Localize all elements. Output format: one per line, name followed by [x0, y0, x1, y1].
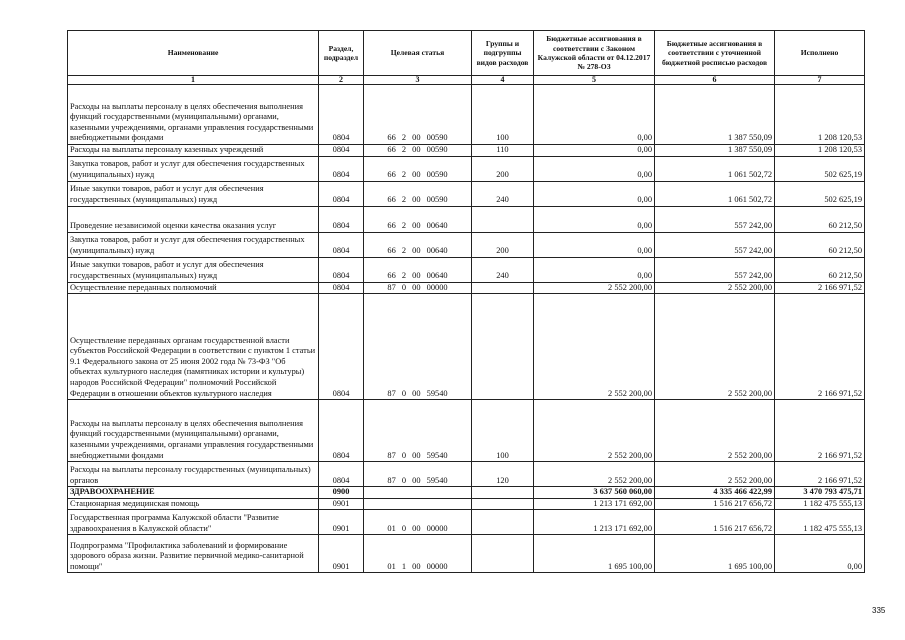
row-section: 0804 — [319, 232, 364, 257]
row-target: 66 2 00 00590 — [364, 145, 472, 157]
row-updated-amount: 557 242,00 — [655, 232, 775, 257]
row-executed-amount: 0,00 — [775, 535, 865, 573]
row-name: Государственная программа Калужской области "Развитие здравоохранения в Калужской области" — [68, 510, 319, 535]
table-row — [68, 400, 865, 462]
row-target: 66 2 00 00640 — [364, 232, 472, 257]
row-group: 200 — [472, 232, 534, 257]
row-executed-amount: 2 166 971,52 — [775, 282, 865, 294]
row-section: 0900 — [319, 487, 364, 499]
row-law-amount: 0,00 — [534, 206, 655, 232]
row-section: 0804 — [319, 400, 364, 462]
row-name: Расходы на выплаты персоналу казенных учреждений — [68, 145, 319, 157]
row-group — [472, 510, 534, 535]
table-row — [68, 145, 865, 157]
row-target: 01 1 00 00000 — [364, 535, 472, 573]
table-row — [68, 498, 865, 510]
row-law-amount: 0,00 — [534, 232, 655, 257]
table-row — [68, 85, 865, 145]
row-target: 66 2 00 00640 — [364, 206, 472, 232]
row-section: 0804 — [319, 85, 364, 145]
table-header-row — [68, 31, 865, 76]
table-row — [68, 232, 865, 257]
column-number: 6 — [655, 76, 775, 85]
row-executed-amount: 1 182 475 555,13 — [775, 498, 865, 510]
row-law-amount: 0,00 — [534, 145, 655, 157]
row-group — [472, 294, 534, 400]
row-executed-amount: 60 212,50 — [775, 232, 865, 257]
row-target: 66 2 00 00590 — [364, 85, 472, 145]
row-group — [472, 282, 534, 294]
row-executed-amount: 1 208 120,53 — [775, 145, 865, 157]
row-group: 240 — [472, 181, 534, 206]
row-section: 0804 — [319, 462, 364, 487]
budget-table — [67, 30, 865, 573]
row-name: Подпрограмма "Профилактика заболеваний и формирование здорового образа жизни. Развитие первичной медико-санитарной помощи" — [68, 535, 319, 573]
table-row — [68, 510, 865, 535]
row-name: Осуществление переданных органам государственной власти субъектов Российской Федерации в соответствии с пунктом 1 статьи 9.1 Федерального закона от 25 июня 2002 года № 73-ФЗ "Об объектах культурного наследия (памятниках истории и культуры) народов Российской Федерации" полномочий Российской Федерации в отношении объектов культурного наследия — [68, 294, 319, 400]
row-group: 100 — [472, 400, 534, 462]
table-row — [68, 294, 865, 400]
table-row-section-total — [68, 487, 865, 499]
row-name: Стационарная медицинская помощь — [68, 498, 319, 510]
row-target: 87 0 00 59540 — [364, 462, 472, 487]
row-name: Осуществление переданных полномочий — [68, 282, 319, 294]
row-updated-amount: 4 335 466 422,99 — [655, 487, 775, 499]
row-name: Закупка товаров, работ и услуг для обеспечения государственных (муниципальных) нужд — [68, 232, 319, 257]
table-row — [68, 206, 865, 232]
column-number: 2 — [319, 76, 364, 85]
header-executed: Исполнено — [775, 31, 865, 76]
row-executed-amount: 1 182 475 555,13 — [775, 510, 865, 535]
table-row — [68, 156, 865, 181]
row-executed-amount: 2 166 971,52 — [775, 462, 865, 487]
row-section: 0804 — [319, 206, 364, 232]
row-section: 0804 — [319, 294, 364, 400]
table-row — [68, 257, 865, 282]
column-number: 5 — [534, 76, 655, 85]
row-section: 0804 — [319, 282, 364, 294]
row-updated-amount: 2 552 200,00 — [655, 462, 775, 487]
row-executed-amount: 502 625,19 — [775, 156, 865, 181]
header-law: Бюджетные ассигнования в соответствии с Законом Калужской области от 04.12.2017 № 278-ОЗ — [534, 31, 655, 76]
row-executed-amount: 1 208 120,53 — [775, 85, 865, 145]
column-number: 7 — [775, 76, 865, 85]
page-number: 335 — [872, 606, 886, 615]
row-section: 0804 — [319, 145, 364, 157]
row-group — [472, 206, 534, 232]
row-updated-amount: 2 552 200,00 — [655, 294, 775, 400]
row-target: 66 2 00 00590 — [364, 181, 472, 206]
row-updated-amount: 557 242,00 — [655, 206, 775, 232]
row-updated-amount: 1 387 550,09 — [655, 85, 775, 145]
row-updated-amount: 2 552 200,00 — [655, 400, 775, 462]
row-group — [472, 487, 534, 499]
row-executed-amount: 2 166 971,52 — [775, 294, 865, 400]
header-target: Целевая статья — [364, 31, 472, 76]
row-group: 200 — [472, 156, 534, 181]
row-section: 0804 — [319, 156, 364, 181]
row-name: Расходы на выплаты персоналу в целях обеспечения выполнения функций государственными (муниципальными) органами, казенными учреждениями, органами управления государственными внебюджетными фондами — [68, 85, 319, 145]
row-section: 0804 — [319, 257, 364, 282]
column-number: 4 — [472, 76, 534, 85]
row-updated-amount: 1 516 217 656,72 — [655, 510, 775, 535]
row-target: 87 0 00 59540 — [364, 294, 472, 400]
header-group: Группы и подгруппы видов расходов — [472, 31, 534, 76]
row-updated-amount: 1 387 550,09 — [655, 145, 775, 157]
row-updated-amount: 1 695 100,00 — [655, 535, 775, 573]
row-name: Иные закупки товаров, работ и услуг для обеспечения государственных (муниципальных) нужд — [68, 181, 319, 206]
row-group — [472, 498, 534, 510]
row-group: 120 — [472, 462, 534, 487]
row-target: 87 0 00 00000 — [364, 282, 472, 294]
row-law-amount: 2 552 200,00 — [534, 400, 655, 462]
row-target: 87 0 00 59540 — [364, 400, 472, 462]
row-target: 66 2 00 00590 — [364, 156, 472, 181]
budget-report-sheet — [67, 30, 864, 573]
row-executed-amount: 60 212,50 — [775, 206, 865, 232]
row-executed-amount: 2 166 971,52 — [775, 400, 865, 462]
row-law-amount: 2 552 200,00 — [534, 462, 655, 487]
row-name: Иные закупки товаров, работ и услуг для обеспечения государственных (муниципальных) нужд — [68, 257, 319, 282]
row-section: 0901 — [319, 510, 364, 535]
row-name: Закупка товаров, работ и услуг для обеспечения государственных (муниципальных) нужд — [68, 156, 319, 181]
row-law-amount: 0,00 — [534, 181, 655, 206]
row-target: 01 0 00 00000 — [364, 510, 472, 535]
row-executed-amount: 3 470 793 475,71 — [775, 487, 865, 499]
row-name: Расходы на выплаты персоналу государственных (муниципальных) органов — [68, 462, 319, 487]
row-section: 0804 — [319, 181, 364, 206]
row-law-amount: 0,00 — [534, 85, 655, 145]
table-row — [68, 462, 865, 487]
row-group: 110 — [472, 145, 534, 157]
row-target — [364, 498, 472, 510]
row-law-amount: 3 637 560 060,00 — [534, 487, 655, 499]
row-group — [472, 535, 534, 573]
row-name: ЗДРАВООХРАНЕНИЕ — [68, 487, 319, 499]
row-law-amount: 0,00 — [534, 156, 655, 181]
header-name: Наименование — [68, 31, 319, 76]
row-updated-amount: 557 242,00 — [655, 257, 775, 282]
row-target: 66 2 00 00640 — [364, 257, 472, 282]
column-number: 3 — [364, 76, 472, 85]
row-updated-amount: 2 552 200,00 — [655, 282, 775, 294]
row-updated-amount: 1 061 502,72 — [655, 156, 775, 181]
table-column-numbers-row — [68, 76, 865, 85]
row-law-amount: 1 695 100,00 — [534, 535, 655, 573]
row-name: Расходы на выплаты персоналу в целях обеспечения выполнения функций государственными (муниципальными) органами, казенными учреждениями, органами управления государственными внебюджетными фондами — [68, 400, 319, 462]
row-group: 240 — [472, 257, 534, 282]
row-section: 0901 — [319, 535, 364, 573]
row-group: 100 — [472, 85, 534, 145]
row-law-amount: 2 552 200,00 — [534, 294, 655, 400]
row-updated-amount: 1 516 217 656,72 — [655, 498, 775, 510]
header-section: Раздел, подраздел — [319, 31, 364, 76]
row-law-amount: 2 552 200,00 — [534, 282, 655, 294]
row-law-amount: 0,00 — [534, 257, 655, 282]
row-law-amount: 1 213 171 692,00 — [534, 510, 655, 535]
row-target — [364, 487, 472, 499]
row-law-amount: 1 213 171 692,00 — [534, 498, 655, 510]
table-row — [68, 535, 865, 573]
row-executed-amount: 502 625,19 — [775, 181, 865, 206]
row-name: Проведение независимой оценки качества оказания услуг — [68, 206, 319, 232]
table-row — [68, 282, 865, 294]
header-updated: Бюджетные ассигнования в соответствии с уточненной бюджетной росписью расходов — [655, 31, 775, 76]
column-number: 1 — [68, 76, 319, 85]
row-updated-amount: 1 061 502,72 — [655, 181, 775, 206]
row-section: 0901 — [319, 498, 364, 510]
table-row — [68, 181, 865, 206]
row-executed-amount: 60 212,50 — [775, 257, 865, 282]
